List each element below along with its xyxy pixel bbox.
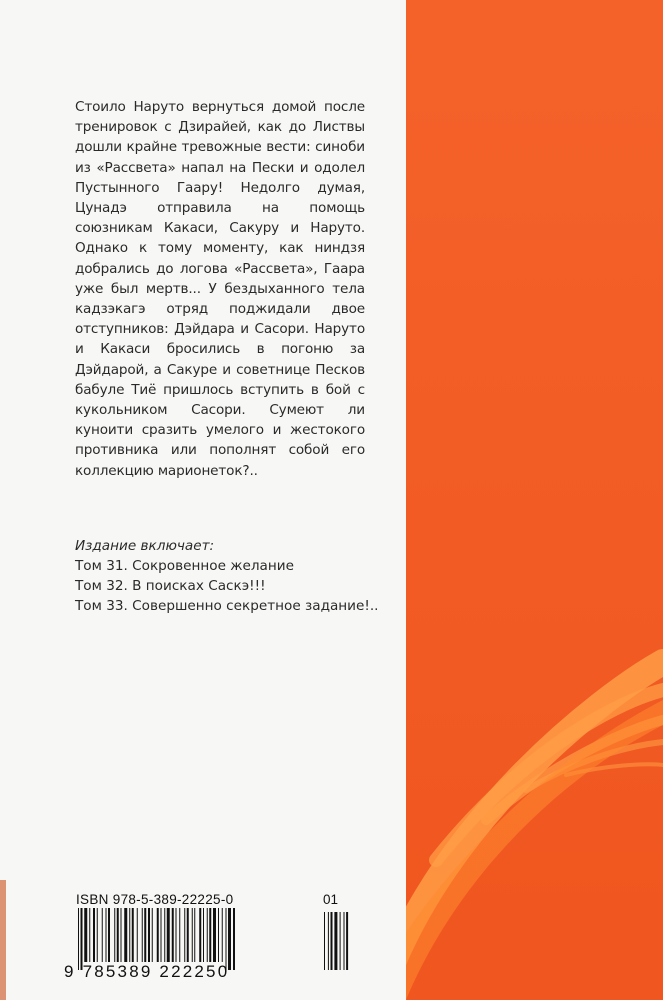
synopsis-text: Стоило Наруто вернуться домой после тренировок с Дзирайей, как до Листвы дошли крайне тревожные вести: синоби из «Рассвета» напал на Пески и одолел Пустынного Гаару! Недолго думая, Цунадэ отправила на помощь союзникам Какаси, Сакуру и Наруто. Однако к тому моменту, как ниндзя добрались до логова «Рассвета», Гаара уже был мертв... У бездыханного тела кадзэкагэ отряд поджидали двое отступников: Дэйдара и Сасори. Наруто и Какаси бросились в погоню за Дэйдарой, а Сакуре и советнице Песков бабуле Тиё пришлось вступить в бой с кукольником Сасори. Сумеют ли куноити сразить умелого и жестокого противника или пополнят собой его коллекцию марионеток?..	[75, 99, 365, 479]
volume-item: Том 32. В поисках Саскэ!!!	[75, 578, 266, 594]
orange-swirl-panel	[406, 0, 663, 1000]
barcode-addon: 01	[323, 892, 339, 907]
volume-item: Том 31. Сокровенное желание	[75, 558, 294, 574]
spine-edge	[0, 880, 6, 1000]
volume-item: Том 33. Совершенно секретное задание!..	[75, 598, 379, 614]
includes-heading: Издание включает:	[75, 538, 215, 554]
isbn-label: ISBN 978-5-389-22225-0	[76, 892, 234, 907]
barcode-digits: 9 785389 222250	[64, 962, 230, 981]
